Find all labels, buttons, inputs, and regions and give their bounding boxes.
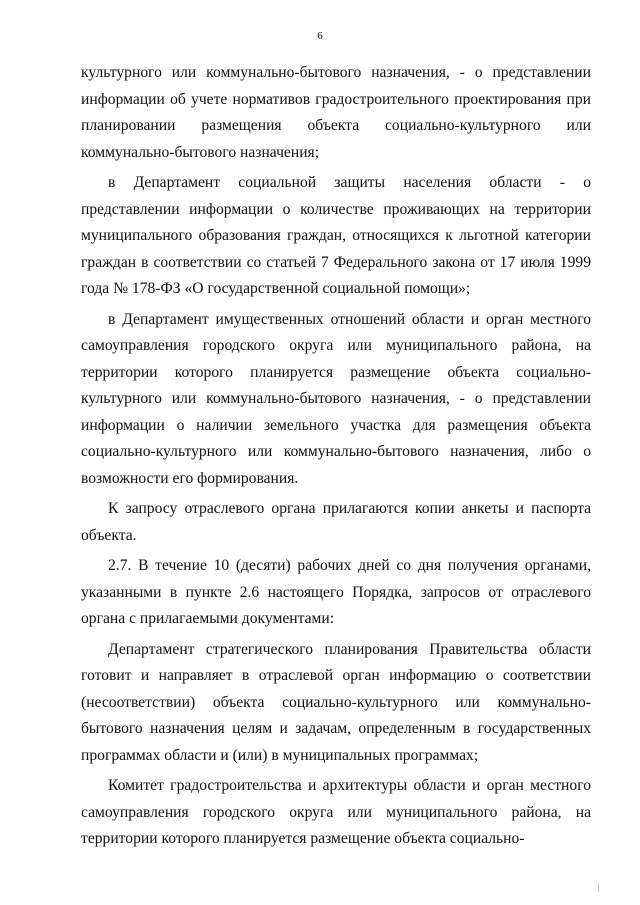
paragraph-5: 2.7. В течение 10 (десяти) рабочих дней со дня получения органами, указанными в пункте 2.6 настоящего Порядка, запросов от отраслевого органа с прилагаемыми документами: (81, 557, 591, 627)
page-number: 6 (317, 30, 323, 42)
scan-mark (598, 883, 599, 892)
paragraph-7: Комитет градостроительства и архитектуры области и орган местного самоуправления городского округа или муниципального района, на территории которого планируется размещение объекта социально- (81, 777, 591, 847)
paragraph-6: Департамент стратегического планирования Правительства области готовит и направляет в отраслевой орган информацию о соответствии (несоответствии) объекта социально-культурного или коммунально-бытового назначения целям и задачам, определенным в государственных программах области и (или) в муниципальных программах; (81, 640, 591, 764)
document-body (81, 60, 591, 857)
paragraph-1: культурного или коммунально-бытового назначения, - о представлении информации об учете нормативов градостроительного проектирования при планировании размещения объекта социально-культурного или коммунально-бытового назначения; (81, 64, 591, 161)
paragraph-2: в Департамент социальной защиты населения области - о представлении информации о количестве проживающих на территории муниципального образования граждан, относящихся к льготной категории граждан в соответствии со статьей 7 Федерального закона от 17 июля 1999 года № 178-ФЗ «О государственной социальной помощи»; (81, 174, 591, 297)
paragraph-3: в Департамент имущественных отношений области и орган местного самоуправления городского округа или муниципального района, на территории которого планируется размещение объекта социально-культурного или коммунально-бытового назначения, - о представлении информации о наличии земельного участка для размещения объекта социально-культурного или коммунально-бытового назначения, либо о возможности его формирования. (81, 310, 591, 487)
paragraph-4: К запросу отраслевого органа прилагаются копии анкеты и паспорта объекта. (81, 500, 591, 544)
